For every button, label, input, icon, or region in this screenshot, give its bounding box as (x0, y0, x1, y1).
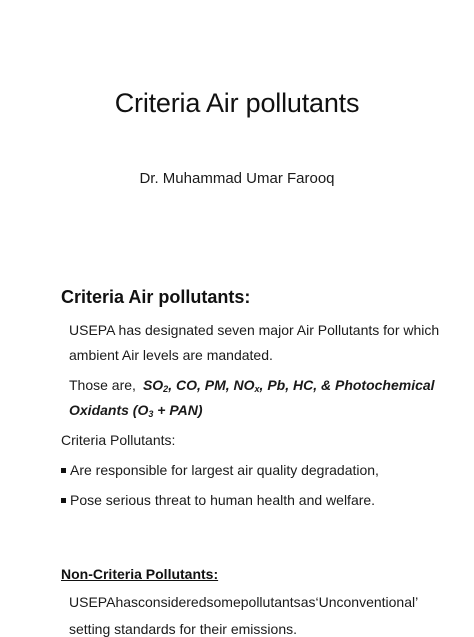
bullet-square-icon (61, 468, 66, 473)
bullet-item (61, 492, 375, 508)
content-slide (0, 260, 474, 637)
oxidants-a: Oxidants (O (69, 402, 149, 418)
section-heading: Criteria Air pollutants: (61, 287, 251, 307)
word: ‘Unconventional’ (315, 594, 419, 610)
word: pollutants (240, 594, 301, 610)
pollutant-no-subscript: x (254, 384, 260, 394)
usepa-line-2: ambient Air levels are mandated. (69, 347, 273, 363)
noncriteria-heading: Non-Criteria Pollutants: (61, 566, 219, 582)
criteria-pollutants-label: Criteria Pollutants: (61, 432, 176, 448)
noncriteria-line-2: setting standards for their emissions. (69, 621, 297, 637)
word: has (115, 594, 139, 610)
title-slide (0, 0, 474, 260)
word: some (206, 594, 241, 610)
noncriteria-line-1 (69, 594, 419, 610)
word: considered (138, 594, 207, 610)
pollutant-list-line-2 (69, 402, 203, 419)
bullet-text: Pose serious threat to human health and welfare. (70, 492, 376, 508)
word: as (300, 594, 316, 610)
slide-title: Criteria Air pollutants (114, 88, 360, 118)
oxidants-subscript: 3 (148, 409, 154, 419)
oxidants-b: + PAN) (153, 402, 203, 418)
pollutant-co-pm-no: , CO, PM, NO (168, 377, 255, 393)
those-are-label: Those are, (69, 377, 136, 393)
author-name: Dr. Muhammad Umar Farooq (139, 170, 335, 187)
word: USEPA (69, 594, 116, 610)
bullet-square-icon (61, 498, 66, 503)
pollutant-list-line-1 (69, 377, 435, 394)
pollutant-rest: , Pb, HC, & Photochemical (259, 377, 435, 393)
pollutant-so-subscript: 2 (163, 384, 169, 394)
bullet-item (61, 462, 379, 478)
bullet-text: Are responsible for largest air quality degradation, (70, 462, 379, 478)
pollutant-so: SO (142, 377, 164, 393)
usepa-line-1: USEPA has designated seven major Air Pollutants for which (69, 322, 440, 338)
